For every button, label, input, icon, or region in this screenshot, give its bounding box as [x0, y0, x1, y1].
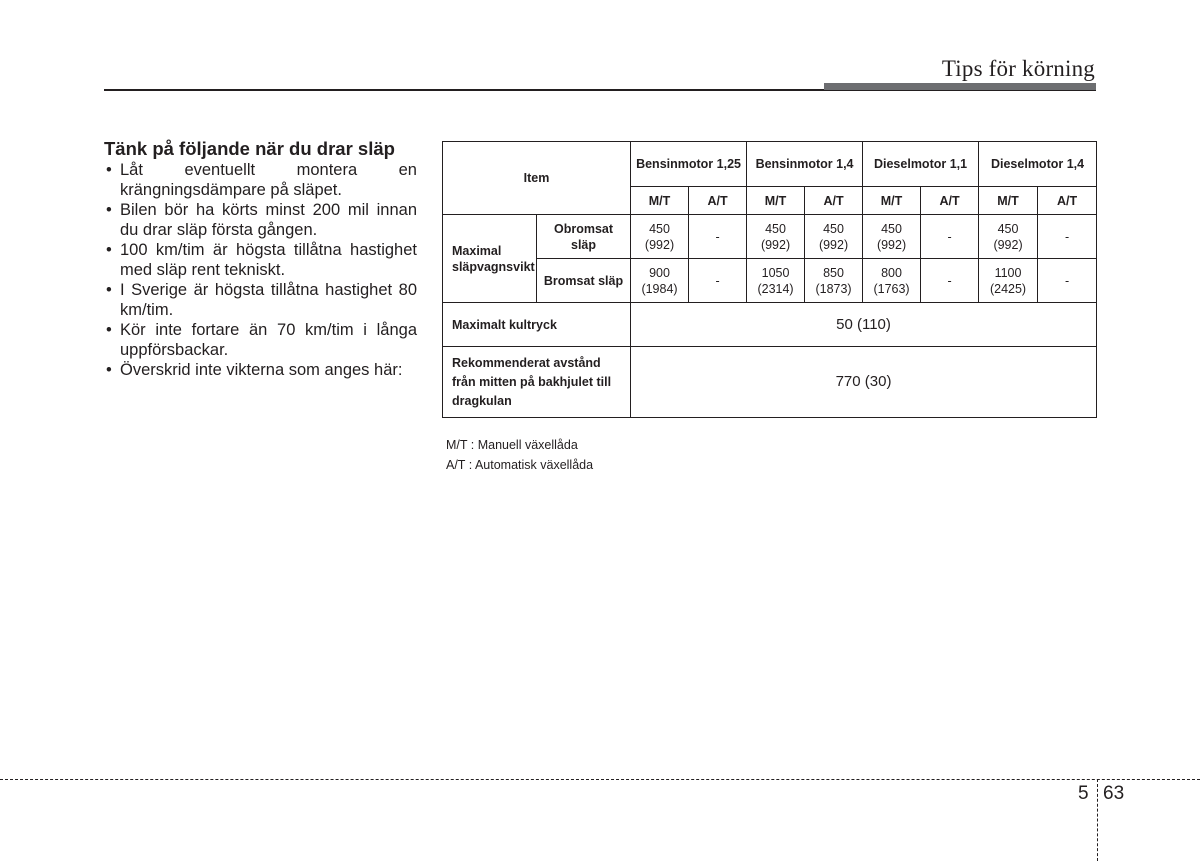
list-item-text: Bilen bör ha körts minst 200 mil innan du drar släp första gången. [120, 201, 417, 239]
table-cell: - [689, 215, 747, 259]
mt-header: M/T [979, 187, 1038, 215]
bullet-icon: • [106, 281, 112, 299]
table-cell: 450 (992) [747, 215, 805, 259]
engine-header: Dieselmotor 1,1 [863, 142, 979, 187]
bullet-icon: • [106, 201, 112, 219]
at-header: A/T [921, 187, 979, 215]
legend-mt: M/T : Manuell växellåda [446, 438, 578, 452]
header-accent-bar [824, 83, 1096, 90]
footer-divider [0, 779, 1200, 780]
at-header: A/T [1038, 187, 1097, 215]
kulttryck-value: 50 (110) [631, 303, 1097, 347]
trailer-weight-label: Maximal släpvagnsvikt [443, 215, 537, 303]
table-cell: - [921, 259, 979, 303]
table-cell: 450 (992) [863, 215, 921, 259]
bullet-icon: • [106, 361, 112, 379]
table-cell: 800 (1763) [863, 259, 921, 303]
table-cell: 850 (1873) [805, 259, 863, 303]
transmission-legend [446, 435, 593, 475]
mt-header: M/T [863, 187, 921, 215]
footer-page-divider [1097, 779, 1098, 861]
mt-header: M/T [631, 187, 689, 215]
item-header: Item [443, 142, 631, 215]
page-number: 63 [1103, 783, 1125, 804]
engine-header: Bensinmotor 1,25 [631, 142, 747, 187]
list-item-text: Låt eventuellt montera en krängningsdämpare på släpet. [120, 161, 417, 199]
table-cell: 1100 (2425) [979, 259, 1038, 303]
table-cell: - [1038, 259, 1097, 303]
mt-header: M/T [747, 187, 805, 215]
list-item-text: 100 km/tim är högsta tillåtna hastighet med släp rent tekniskt. [120, 241, 417, 279]
list-item [104, 361, 417, 381]
list-item-text: I Sverige är högsta tillåtna hastighet 80 km/tim. [120, 281, 417, 319]
table-cell: - [689, 259, 747, 303]
table-row [443, 347, 1097, 418]
table-cell: 450 (992) [631, 215, 689, 259]
list-item [104, 201, 417, 240]
at-header: A/T [689, 187, 747, 215]
engine-header: Dieselmotor 1,4 [979, 142, 1097, 187]
list-item [104, 161, 417, 200]
table-cell: 450 (992) [805, 215, 863, 259]
bullet-icon: • [106, 241, 112, 259]
list-item [104, 241, 417, 280]
page-header-title: Tips för körning [941, 56, 1095, 81]
legend-at: A/T : Automatisk växellåda [446, 458, 594, 472]
table-row [443, 215, 1097, 259]
bullet-icon: • [106, 161, 112, 179]
list-item-text: Kör inte fortare än 70 km/tim i långa uppförsbackar. [120, 321, 417, 359]
table-cell: 1050 (2314) [747, 259, 805, 303]
table-cell: - [921, 215, 979, 259]
section-heading: Tänk på följande när du drar släp [104, 138, 395, 159]
towing-capacity-table [442, 141, 1097, 418]
at-header: A/T [805, 187, 863, 215]
braked-label: Bromsat släp [537, 259, 631, 303]
table-row [443, 303, 1097, 347]
towing-tips-section [104, 138, 417, 382]
distance-label: Rekommenderat avstånd från mitten på bakhjulet till dragkulan [443, 347, 631, 418]
list-item [104, 281, 417, 320]
table-cell: 900 (1984) [631, 259, 689, 303]
table-header-row [443, 142, 1097, 187]
list-item-text: Överskrid inte vikterna som anges här: [120, 361, 403, 379]
chapter-number: 5 [1078, 783, 1089, 804]
table-row [443, 259, 1097, 303]
unbraked-label: Obromsat släp [537, 215, 631, 259]
engine-header: Bensinmotor 1,4 [747, 142, 863, 187]
table-cell: - [1038, 215, 1097, 259]
table-cell: 450 (992) [979, 215, 1038, 259]
kulttryck-label: Maximalt kultryck [443, 303, 631, 347]
list-item [104, 321, 417, 360]
bullet-icon: • [106, 321, 112, 339]
tips-list [104, 161, 417, 381]
distance-value: 770 (30) [631, 347, 1097, 418]
